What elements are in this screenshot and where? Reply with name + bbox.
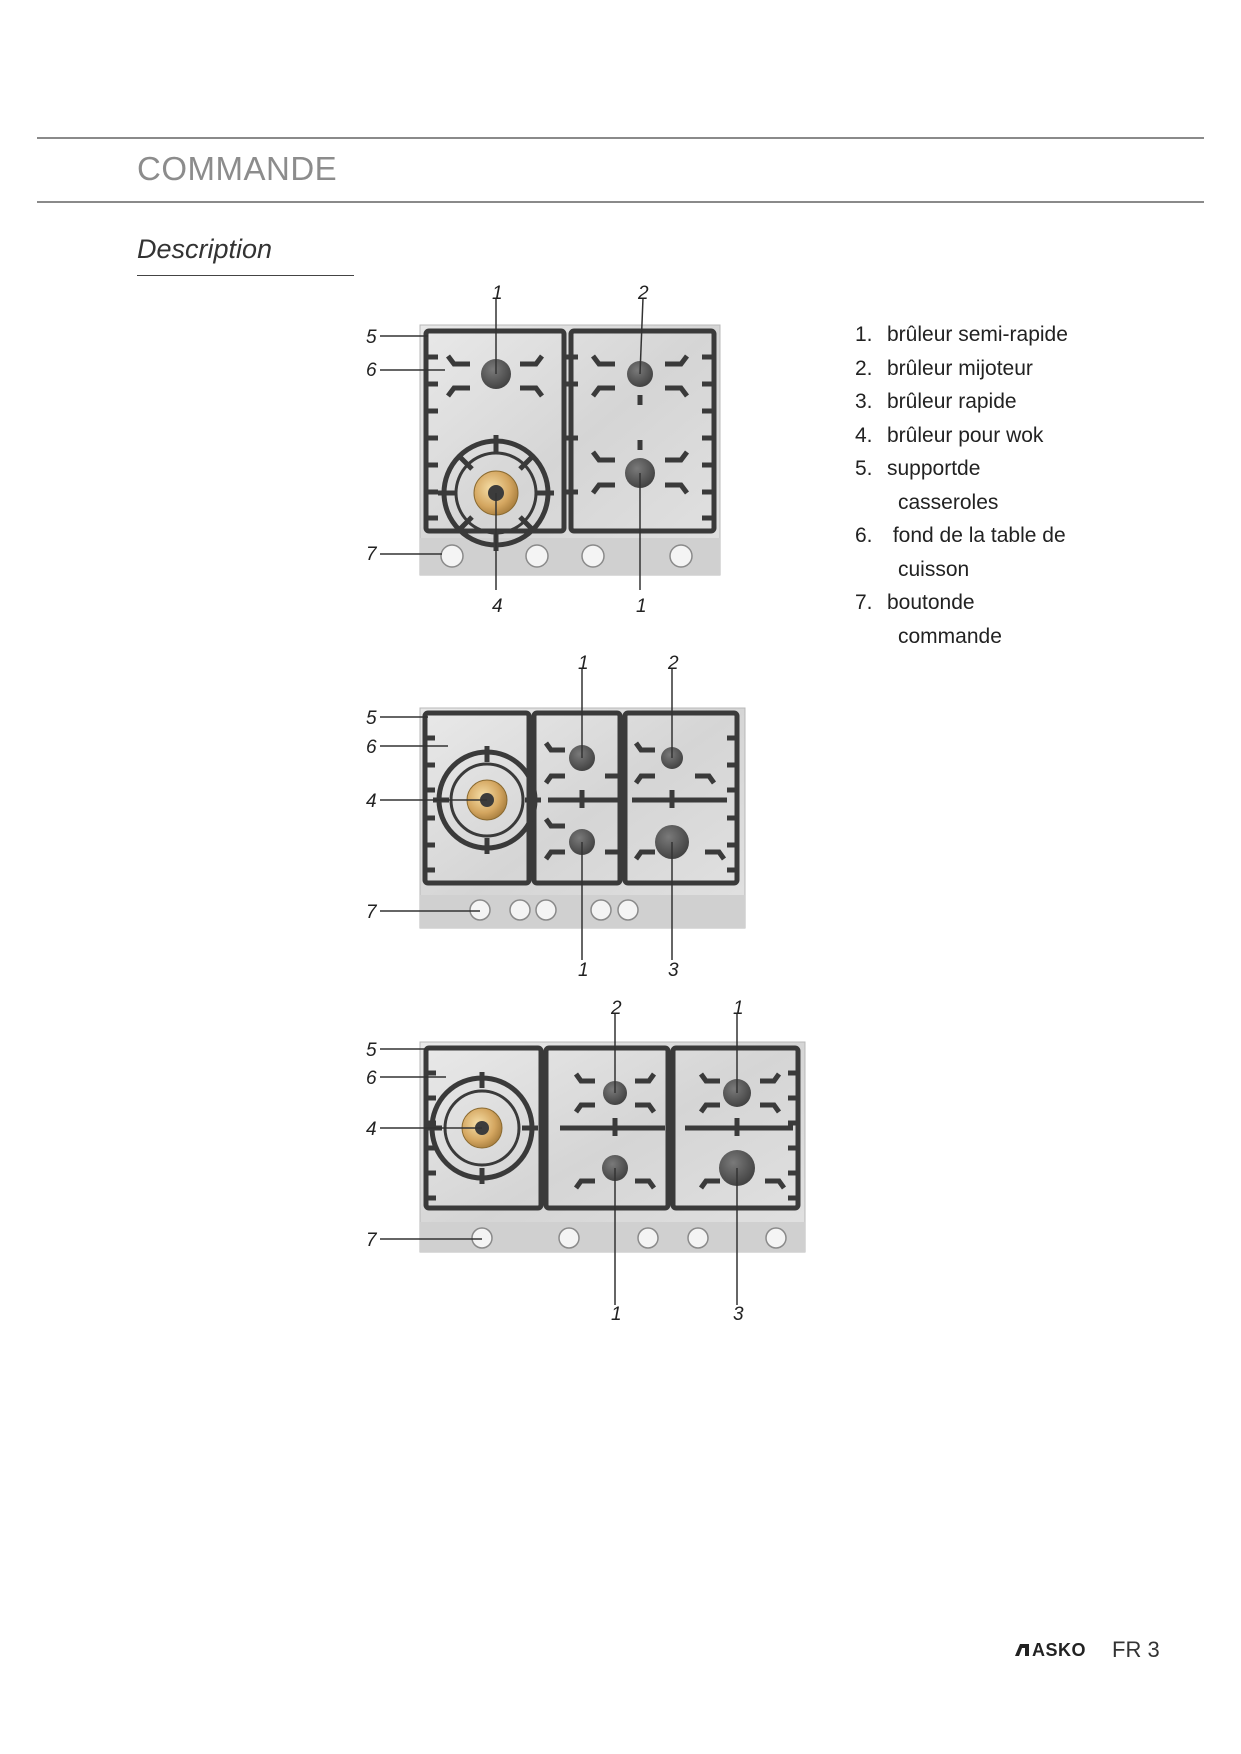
callout-label: 1 [578,960,589,981]
description-title: Description [137,234,273,264]
header-top-rule [37,137,1204,139]
callout-label: 7 [366,1230,377,1251]
legend-text: brûleur rapide [887,390,1017,413]
callout-label: 1 [492,283,503,304]
callout-label: 6 [366,1068,377,1089]
callout-label: 4 [492,596,503,617]
callout-label: 7 [366,902,377,923]
callout-label: 2 [668,653,679,674]
page-footer [1015,1637,1160,1663]
header-bottom-rule [37,201,1204,203]
callout-label: 5 [366,327,377,348]
legend-number: 2. [855,356,873,380]
callout-label: 3 [668,960,679,981]
legend-number: 3. [855,390,873,413]
callout-label: 5 [366,708,377,729]
legend-item-6-cont [855,553,1097,587]
cooktop-figure-1 [366,283,730,620]
legend-list [855,318,1097,653]
legend-item-4 [855,419,1097,453]
callout-label: 3 [733,1304,744,1325]
legend-text: commande [898,624,1002,648]
section-title: COMMANDE [137,150,338,187]
legend-item-6 [855,519,1097,553]
cooktop-figure-3 [366,998,820,1335]
asko-logo-icon [1015,1644,1029,1656]
legend-item-7-cont [855,620,1097,654]
legend-item-1 [855,318,1097,352]
legend-item-7 [855,586,1097,620]
legend-text: brûleur semi-rapide [887,323,1068,346]
callout-label: 6 [366,737,377,758]
callout-label: 6 [366,360,377,381]
legend-text: boutonde [887,591,975,614]
callout-label: 2 [638,283,649,304]
legend-text: brûleur pour wok [887,423,1044,447]
legend-text: brûleur mijoteur [887,356,1033,380]
brand-name: ASKO [1032,1639,1087,1660]
callout-label: 2 [611,998,622,1019]
callout-label: 7 [366,544,377,565]
legend-item-5 [855,452,1097,486]
callout-label: 4 [366,791,377,812]
callout-label: 1 [578,653,589,674]
cooktop-figure-2 [366,653,760,990]
legend-item-2 [855,352,1097,386]
legend-item-3 [855,385,1097,419]
callout-label: 1 [636,596,647,617]
legend-number: 7. [855,591,873,614]
legend-text: supportde [887,457,981,480]
callout-label: 4 [366,1119,377,1140]
legend-number: 5. [855,457,873,480]
callout-label: 5 [366,1040,377,1061]
legend-text: casseroles [898,490,999,514]
legend-number: 4. [855,423,873,447]
description-underline [137,275,354,276]
callout-label: 1 [733,998,744,1019]
legend-text: fond de la table de [887,524,1066,547]
legend-text: cuisson [898,557,970,581]
legend-number: 6. [855,524,873,547]
callout-label: 1 [611,1304,622,1325]
legend-item-5-cont [855,486,1097,520]
brand-logo [1015,1640,1086,1661]
page-number: FR 3 [1112,1637,1160,1662]
legend-number: 1. [855,323,873,346]
